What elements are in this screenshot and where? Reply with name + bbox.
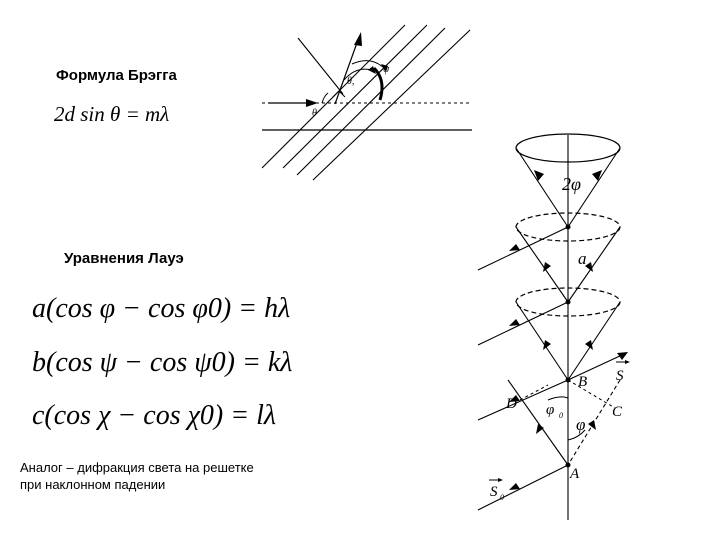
two-phi-label: 2φ xyxy=(562,174,581,194)
analog-note xyxy=(20,459,254,493)
psi-label: ψ xyxy=(383,64,390,75)
bragg-title: Формула Брэгга xyxy=(56,67,177,84)
phi-label: φ xyxy=(576,415,586,434)
laue-title: Уравнения Лауэ xyxy=(64,250,184,267)
B-label: B xyxy=(578,374,588,390)
S-label: S xyxy=(616,368,624,384)
laue-eq2-text: b(cos ψ − cos ψ0) = kλ xyxy=(32,347,293,378)
laue-equation-1 xyxy=(32,293,290,325)
bragg-formula xyxy=(54,102,169,127)
A-label: A xyxy=(570,466,580,482)
D-label: D xyxy=(506,396,517,412)
C-label: C xyxy=(612,404,623,420)
laue-eq3-text: c(cos χ − cos χ0) = lλ xyxy=(32,400,277,431)
a-label: a xyxy=(578,249,587,268)
laue-equation-2 xyxy=(32,347,292,379)
analog-note-line1: Аналог – дифракция света на решетке xyxy=(20,460,254,475)
svg-text:0: 0 xyxy=(500,493,504,502)
phi0-label: φ xyxy=(546,402,555,418)
theta-prime-label: θ, xyxy=(347,76,355,87)
laue-eq1-text: a(cos φ − cos φ0) = hλ xyxy=(32,293,291,324)
analog-note-line2: при наклонном падении xyxy=(20,477,166,492)
laue-equation-3 xyxy=(32,400,276,432)
bragg-formula-text: 2d sin θ = mλ xyxy=(54,102,170,126)
S0-label: S xyxy=(490,484,498,500)
theta-label: θ xyxy=(312,108,317,119)
svg-text:0: 0 xyxy=(559,411,563,420)
